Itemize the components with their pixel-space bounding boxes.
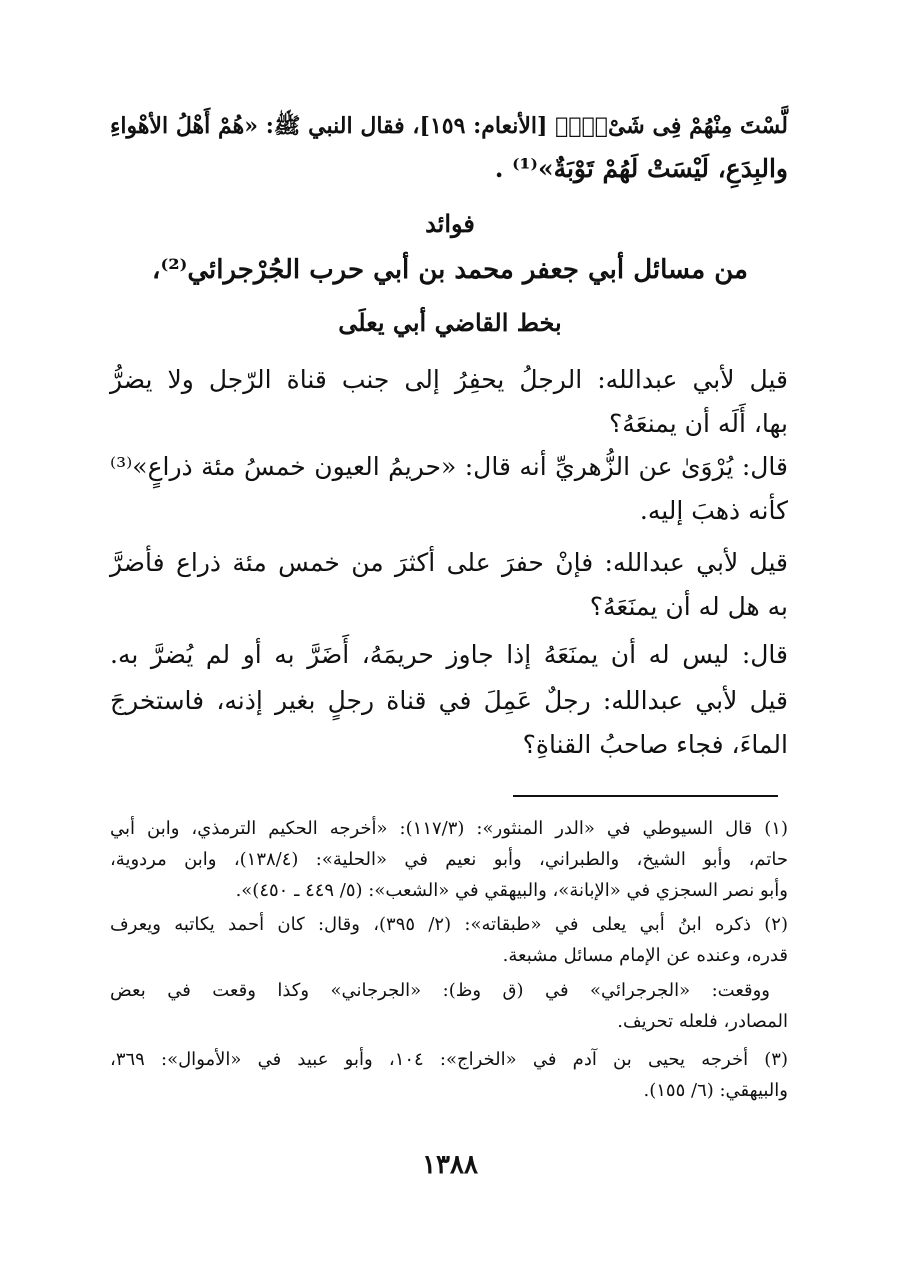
paragraph-line: كأنه ذهبَ إليه.: [639, 496, 788, 525]
paragraph: [110, 640, 788, 685]
paragraph-line: بها، أَلَه أن يمنعَهُ؟: [609, 409, 788, 438]
footnote-2: [110, 914, 788, 1044]
paragraph-line: قال: يُرْوَىٰ عن الزُّهريِّ أنه قال: «حريمُ العيون خمسُ مئة ذراعٍ»⁽³⁾: [110, 452, 788, 481]
intro-line-2: والبِدَعِ، لَيْسَتْ لَهُمْ تَوْبَةٌ»⁽¹⁾ .: [494, 154, 788, 183]
section-subtitle: من مسائل أبي جعفر محمد بن أبي حرب الجُرْجرائي⁽²⁾،: [152, 255, 748, 285]
footnote-line: (٣) أخرجه يحيى بن آدم في «الخراج»: ١٠٤، وأبو عبيد في «الأموال»: ٣٦٩،: [110, 1049, 788, 1070]
footnote-1: [110, 818, 788, 914]
footnote-line: ووقعت: «الجرجرائي» في (ق وظ): «الجرجاني» وكذا وقعت في بعض: [110, 980, 770, 1001]
intro-block: [110, 112, 788, 202]
footnote-line: وأبو نصر السجزي في «الإبانة»، والبيهقي في «الشعب»: (٥/ ٤٤٩ ـ ٤٥٠)».: [235, 880, 788, 901]
paragraph: [110, 452, 788, 542]
section-byline: بخط القاضي أبي يعلَى: [338, 308, 562, 337]
footnote-line: المصادر، فلعله تحريف.: [617, 1011, 788, 1032]
paragraph-line: قال: ليس له أن يمنَعَهُ إذا جاوز حريمَهُ، أَضَرَّ به أو لم يُضرَّ به.: [110, 640, 788, 669]
paragraph-line: قيل لأبي عبدالله: الرجلُ يحفِرُ إلى جنب قناة الرّجل ولا يضرُّ: [110, 365, 788, 394]
intro-line-1: لَّسْتَ مِنْهُمْ فِى شَىْءٍۚ﴾ [الأنعام: ١٥٩]، فقال النبي ﷺ: «هُمْ أَهْلُ الأهْواءِ: [110, 113, 788, 139]
paragraph: [110, 686, 788, 776]
footnote-3: [110, 1049, 788, 1113]
paragraph: [110, 548, 788, 638]
paragraph-line: قيل لأبي عبدالله: فإنْ حفرَ على أكثرَ من خمس مئة ذراع فأضرَّ: [110, 548, 788, 577]
footnote-line: حاتم، وأبو الشيخ، والطبراني، وأبو نعيم في «الحلية»: (١٣٨/٤)، وابن مردوية،: [110, 849, 788, 870]
page-number: ١٣٨٨: [422, 1150, 478, 1180]
paragraph-line: به هل له أن يمنَعَهُ؟: [589, 592, 788, 621]
section-title: فوائد: [425, 209, 475, 238]
paragraph-line: الماءَ، فجاء صاحبُ القناةِ؟: [522, 730, 788, 759]
footnote-divider: [513, 795, 778, 797]
paragraph: [110, 365, 788, 455]
footnote-line: والبيهقي: (٦/ ١٥٥).: [643, 1080, 788, 1101]
footnote-line: (٢) ذكره ابنُ أبي يعلى في «طبقاته»: (٢/ ٣٩٥)، وقال: كان أحمد يكاتبه ويعرف: [110, 914, 788, 935]
footnote-line: قدره، وعنده عن الإمام مسائل مشبعة.: [502, 945, 788, 966]
paragraph-line: قيل لأبي عبدالله: رجلٌ عَمِلَ في قناة رجلٍ بغير إذنه، فاستخرجَ: [110, 686, 788, 715]
footnote-line: (١) قال السيوطي في «الدر المنثور»: (١١٧/٣): «أخرجه الحكيم الترمذي، وابن أبي: [110, 818, 788, 839]
